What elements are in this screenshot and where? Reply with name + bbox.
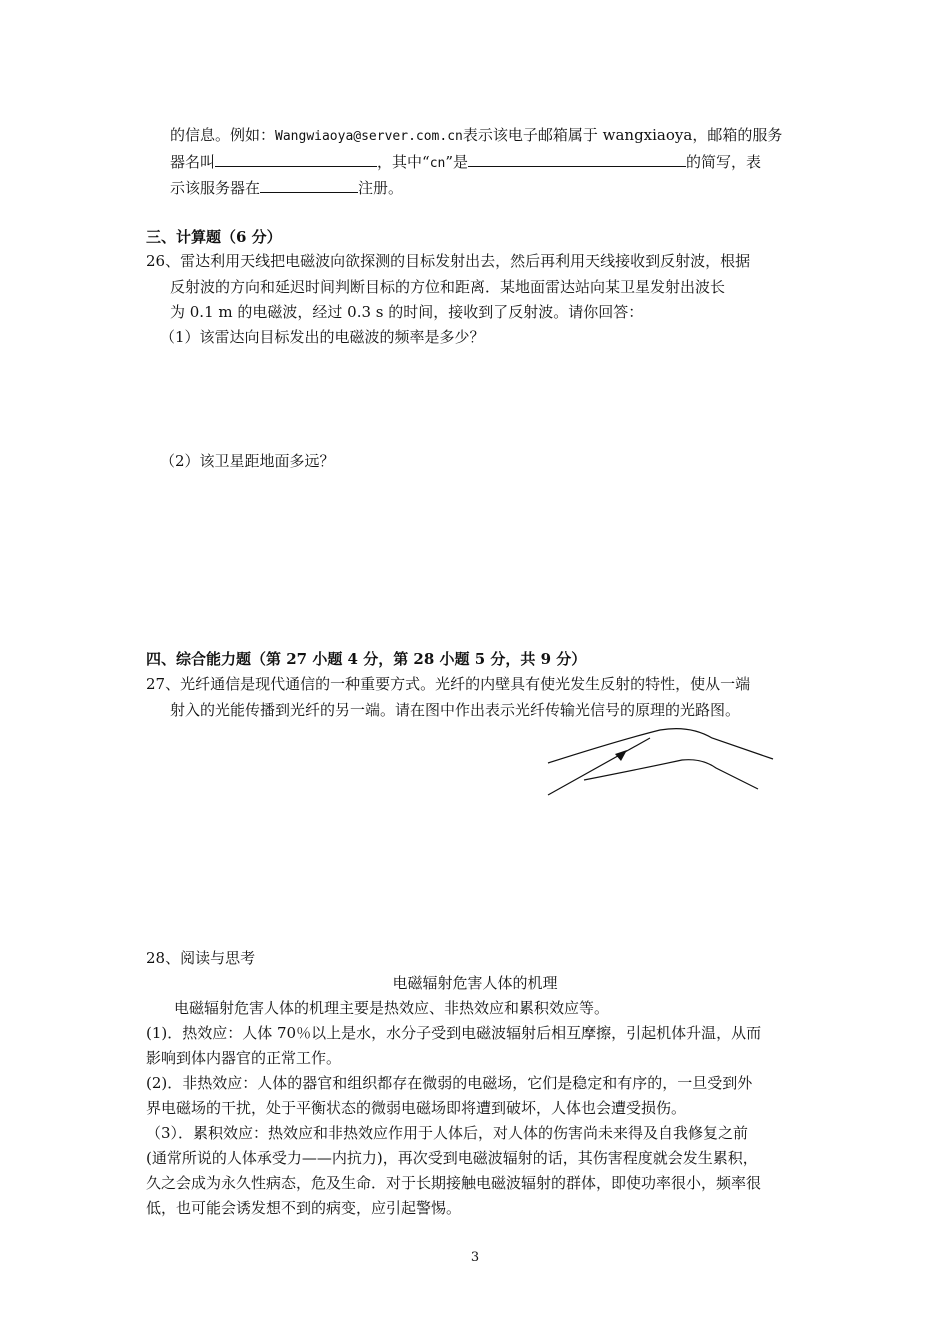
q26-line-2: 反射波的方向和延迟时间判断目标的方位和距离．某地面雷达站向某卫星发射出波长: [170, 278, 726, 296]
q28-label: 28、阅读与思考: [146, 949, 256, 967]
q25-text: ，其中“: [377, 153, 430, 171]
incident-light-ray: [548, 738, 650, 795]
cn-term: cn: [429, 156, 446, 171]
q26-sub-question-2: （2）该卫星距地面多远？: [160, 452, 335, 470]
paragraph-1-line-1: (1)．热效应：人体 70％以上是水，水分子受到电磁波辐射后相互摩擦，引起机体升温，从而: [146, 1024, 762, 1042]
q25-text: 器名叫: [170, 153, 216, 171]
q25-text: 示该服务器在: [170, 179, 261, 197]
fiber-outer-wall: [548, 729, 773, 763]
light-direction-arrow: [615, 750, 627, 761]
q25-text: ”是: [445, 153, 469, 171]
paragraph-1-line-2: 影响到体内器官的正常工作。: [146, 1049, 342, 1067]
paragraph-3-line-1: （3）．累积效应：热效应和非热效应作用于人体后，对人体的伤害尚未来得及自我修复之前: [146, 1124, 749, 1142]
section3-heading: 三、计算题（6 分）: [146, 228, 282, 246]
q25-text: 的信息。例如：: [170, 126, 276, 144]
q27-line-2: 射入的光能传播到光纤的另一端。请在图中作出表示光纤传输光信号的原理的光路图。: [170, 701, 741, 719]
q25-text: 的简写，表: [686, 153, 762, 171]
paragraph-3-line-3: 久之会成为永久性病态，危及生命．对于长期接触电磁波辐射的群体，即使功率很小，频率很: [146, 1174, 762, 1192]
email-example: Wangwiaoya@server.com.cn: [275, 129, 463, 144]
q25-line-2: [170, 152, 761, 174]
q25-text: 表示该电子邮箱属于 wangxiaoya，邮箱的服务: [462, 126, 783, 144]
q25-text: 注册。: [358, 179, 404, 197]
registration-blank[interactable]: [260, 178, 358, 193]
cn-meaning-blank[interactable]: [468, 152, 686, 167]
article-intro: 电磁辐射危害人体的机理主要是热效应、非热效应和累积效应等。: [174, 999, 610, 1017]
q27-line-1: 27、光纤通信是现代通信的一种重要方式。光纤的内壁具有使光发生反射的特性，使从一端: [146, 675, 751, 693]
q25-line-3: [170, 178, 403, 198]
q26-line-3: 为 0.1 m 的电磁波，经过 0.3 s 的时间，接收到了反射波。请你回答：: [170, 303, 644, 321]
paragraph-3-line-2: (通常所说的人体承受力——内抗力)，再次受到电磁波辐射的话，其伤害程度就会发生累积，: [146, 1149, 758, 1167]
paragraph-2-line-2: 界电磁场的干扰，处于平衡状态的微弱电磁场即将遭到破坏，人体也会遭受损伤。: [146, 1099, 687, 1117]
paragraph-2-line-1: (2)．非热效应：人体的器官和组织都存在微弱的电磁场，它们是稳定和有序的，一旦受到外: [146, 1074, 753, 1092]
page-number: 3: [470, 1250, 480, 1265]
server-name-blank[interactable]: [215, 152, 377, 167]
paragraph-3-line-4: 低，也可能会诱发想不到的病变，应引起警惕。: [146, 1199, 462, 1217]
article-title: 电磁辐射危害人体的机理: [392, 974, 558, 992]
q25-line-1: [170, 125, 782, 147]
section4-heading: 四、综合能力题（第 27 小题 4 分，第 28 小题 5 分，共 9 分）: [146, 650, 587, 668]
fiber-inner-wall: [584, 760, 758, 789]
q26-sub-question-1: （1）该雷达向目标发出的电磁波的频率是多少？: [160, 328, 485, 346]
q26-line-1: 26、雷达利用天线把电磁波向欲探测的目标发射出去，然后再利用天线接收到反射波，根据: [146, 252, 751, 270]
